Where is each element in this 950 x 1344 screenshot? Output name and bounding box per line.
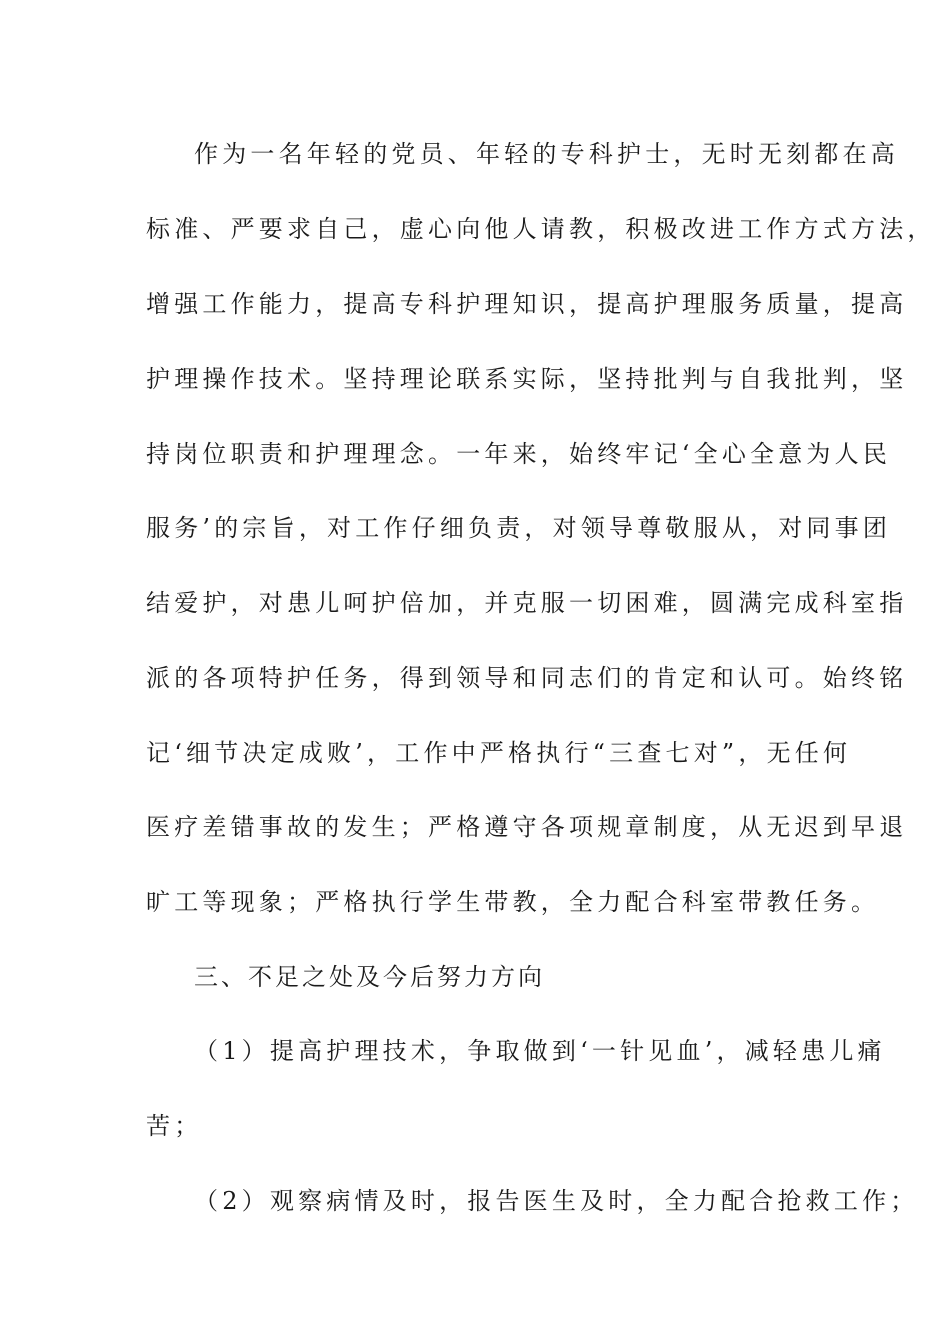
list-item-line: （2）观察病情及时，报告医生及时，全力配合抢救工作； <box>194 1187 919 1215</box>
paragraph-line: 旷工等现象；严格执行学生带教，全力配合科室带教任务。 <box>146 888 880 916</box>
section-heading: 三、不足之处及今后努力方向 <box>194 963 545 991</box>
paragraph-line: 医疗差错事故的发生；严格遵守各项规章制度，从无迟到早退 <box>146 813 908 841</box>
paragraph-line: 记‘细节决定成败’，工作中严格执行“三查七对”，无任何 <box>146 739 852 767</box>
paragraph-line: 派的各项特护任务，得到领导和同志们的肯定和认可。始终铭 <box>146 664 908 692</box>
paragraph-line: 结爱护，对患儿呵护倍加，并克服一切困难，圆满完成科室指 <box>146 589 908 617</box>
paragraph-line: 持岗位职责和护理理念。一年来，始终牢记‘全心全意为人民 <box>146 440 892 468</box>
paragraph-line: 标准、严要求自己，虚心向他人请教，积极改进工作方式方法， <box>146 215 936 243</box>
paragraph-line: 作为一名年轻的党员、年轻的专科护士，无时无刻都在高 <box>194 140 899 168</box>
list-item-line: （1）提高护理技术，争取做到‘一针见血’，减轻患儿痛 <box>194 1037 886 1065</box>
list-item-line: 苦； <box>146 1112 203 1140</box>
paragraph-line: 增强工作能力，提高专科护理知识，提高护理服务质量，提高 <box>146 290 908 318</box>
paragraph-line: 护理操作技术。坚持理论联系实际，坚持批判与自我批判，坚 <box>146 365 908 393</box>
paragraph-line: 服务’的宗旨，对工作仔细负责，对领导尊敬服从，对同事团 <box>146 514 892 542</box>
